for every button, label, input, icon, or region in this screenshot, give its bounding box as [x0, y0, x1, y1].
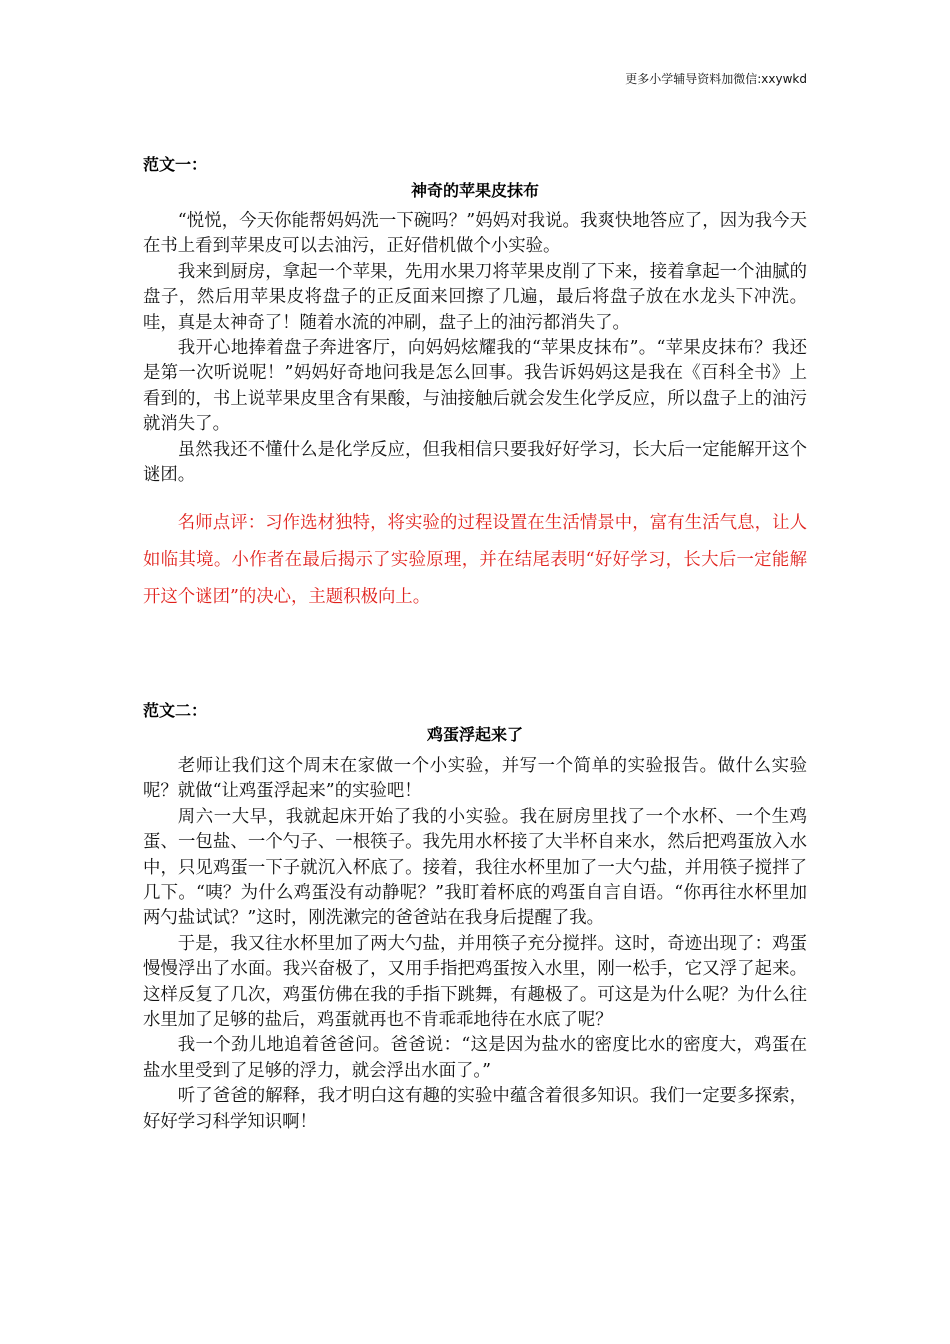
essay2-title: 鸡蛋浮起来了 [426, 725, 523, 744]
essay2-paragraph: 我一个劲儿地追着爸爸问。爸爸说：“这是因为盐水的密度比水的密度大，鸡蛋在盐水里受到了足够的浮力，就会浮出水面了。” [143, 1035, 807, 1081]
teacher-comment [143, 505, 807, 616]
essay1-body [143, 209, 807, 488]
essay2-paragraph: 老师让我们这个周末在家做一个小实验，并写一个简单的实验报告。做什么实验呢？就做“让鸡蛋浮起来”的实验吧！ [143, 756, 807, 802]
essay2-paragraph: 周六一大早，我就起床开始了我的小实验。我在厨房里找了一个水杯、一个生鸡蛋、一包盐、一个勺子、一根筷子。我先用水杯接了大半杯自来水，然后把鸡蛋放入水中，只见鸡蛋一下子就沉入杯底了。接着，我往水杯里加了一大勺盐，并用筷子搅拌了几下。“咦？为什么鸡蛋没有动静呢？”我盯着杯底的鸡蛋自言自语。“你再往水杯里加两勺盐试试？”这时，刚洗漱完的爸爸站在我身后提醒了我。 [143, 806, 807, 929]
teacher-comment-text: 名师点评：习作选材独特，将实验的过程设置在生活情景中，富有生活气息，让人如临其境。小作者在最后揭示了实验原理，并在结尾表明“好好学习，长大后一定能解开这个谜团”的决心，主题积极向上。 [143, 513, 807, 607]
header-note: 更多小学辅导资料加微信:xxywkd [625, 72, 807, 86]
essay1-paragraph: 我开心地捧着盘子奔进客厅，向妈妈炫耀我的“苹果皮抹布”。“苹果皮抹布？我还是第一次听说呢！”妈妈好奇地问我是怎么回事。我告诉妈妈这是我在《百科全书》上看到的，书上说苹果皮里含有果酸，与油接触后就会发生化学反应，所以盘子上的油污就消失了。 [143, 338, 807, 435]
essay1-title: 神奇的苹果皮抹布 [410, 181, 539, 200]
essay2-paragraph: 于是，我又往水杯里加了两大勺盐，并用筷子充分搅拌。这时，奇迹出现了：鸡蛋慢慢浮出了水面。我兴奋极了，又用手指把鸡蛋按入水里，刚一松手，它又浮了起来。这样反复了几次，鸡蛋仿佛在我的手指下跳舞，有趣极了。可这是为什么呢？为什么往水里加了足够的盐后，鸡蛋就再也不肯乖乖地待在水底了呢？ [143, 933, 807, 1031]
essay1-paragraph: 虽然我还不懂什么是化学反应，但我相信只要我好好学习，长大后一定能解开这个谜团。 [143, 439, 807, 486]
essay2-label: 范文二： [143, 701, 208, 720]
essay1-paragraph: 我来到厨房，拿起一个苹果，先用水果刀将苹果皮削了下来，接着拿起一个油腻的盘子，然后用苹果皮将盘子的正反面来回擦了几遍，最后将盘子放在水龙头下冲洗。哇，真是太神奇了！随着水流的冲刷，盘子上的油污都消失了。 [143, 261, 807, 333]
essay2-body [143, 754, 807, 1135]
essay1-paragraph: “悦悦，今天你能帮妈妈洗一下碗吗？”妈妈对我说。我爽快地答应了，因为我今天在书上看到苹果皮可以去油污，正好借机做个小实验。 [143, 211, 807, 257]
essay1-label: 范文一： [143, 155, 208, 174]
essay2-paragraph: 听了爸爸的解释，我才明白这有趣的实验中蕴含着很多知识。我们一定要多探索，好好学习科学知识啊！ [143, 1086, 807, 1132]
